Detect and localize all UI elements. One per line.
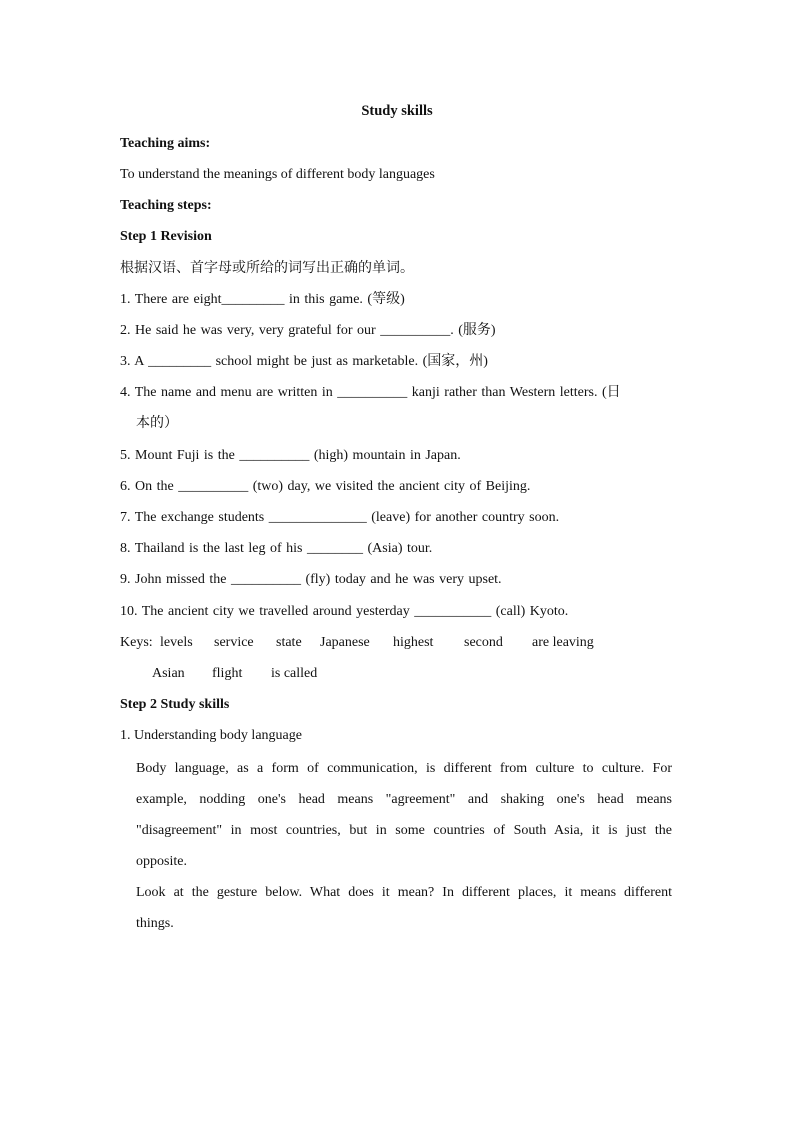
key-answer: Japanese [320,635,370,650]
step1-heading: Step 1 Revision [120,229,212,244]
question-7: 7. The exchange students ______________ (leave) for another country soon. [120,510,560,525]
step2-item-1: 1. Understanding body language [120,728,302,743]
key-answer: service [214,635,254,650]
teaching-steps-heading: Teaching steps: [120,198,212,213]
key-answer: is called [271,666,318,681]
key-answer: second [464,635,503,650]
question-1: 1. There are eight_________ in this game. (等级) [120,292,405,307]
key-answer: flight [212,666,243,681]
question-6: 6. On the __________ (two) day, we visited the ancient city of Beijing. [120,479,531,494]
question-8: 8. Thailand is the last leg of his ________ (Asia) tour. [120,541,433,556]
key-answer: highest [393,635,434,650]
teaching-aims-text: To understand the meanings of different body languages [120,167,435,182]
teaching-aims-heading: Teaching aims: [120,136,211,151]
keys-label: Keys: [120,635,153,650]
key-answer: levels [160,635,193,650]
question-10: 10. The ancient city we travelled around yesterday ___________ (call) Kyoto. [120,604,569,619]
key-answer: Asian [152,666,185,681]
question-2: 2. He said he was very, very grateful for our __________. (服务) [120,323,496,338]
question-3: 3. A _________ school might be just as marketable. (国家，州) [120,354,488,369]
step1-instruction: 根据汉语、首字母或所给的词写出正确的单词。 [120,260,414,276]
question-9: 9. John missed the __________ (fly) today and he was very upset. [120,572,502,587]
body-language-paragraph: Body language, as a form of communication, is different from culture to culture. For example, nodding one's head means "agreement" and shaking one's head means "disagreement" in most countries, but in some countries of South Asia, it is just the opposite. [136,761,672,869]
key-answer: state [276,635,302,650]
gesture-paragraph: Look at the gesture below. What does it mean? In different places, it means different things. [136,885,672,931]
question-4-continued: 本的） [136,416,178,431]
question-5: 5. Mount Fuji is the __________ (high) mountain in Japan. [120,448,461,463]
question-4: 4. The name and menu are written in __________ kanji rather than Western letters. (日 [120,385,621,400]
key-answer: are leaving [532,635,594,650]
page-title: Study skills [361,103,433,119]
step2-heading: Step 2 Study skills [120,697,230,712]
